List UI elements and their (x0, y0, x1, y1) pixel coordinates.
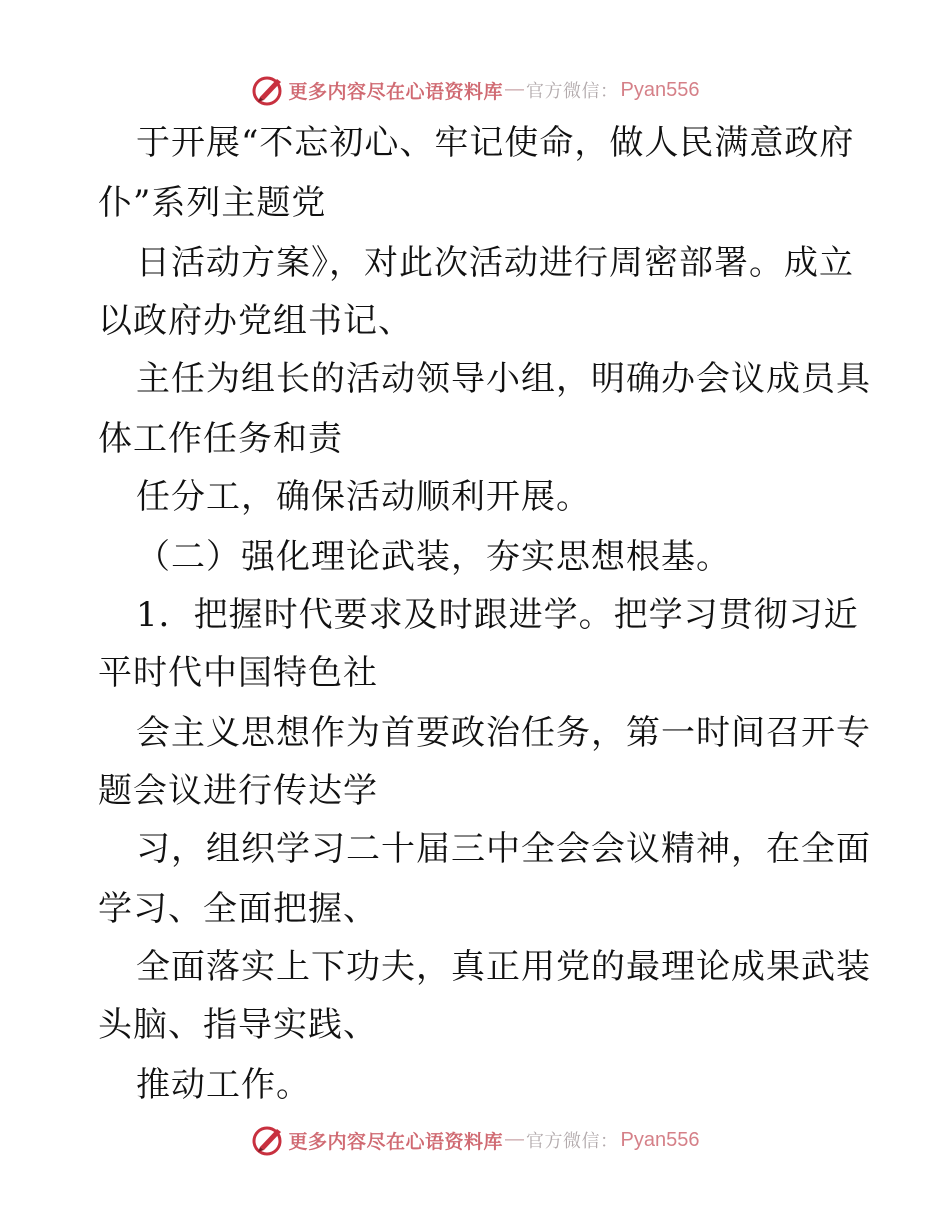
body-line: 任分工，确保活动顺利开展。 (136, 477, 591, 517)
body-line: 体工作任务和责 (98, 419, 343, 459)
body-line: 题会议进行传达学 (98, 771, 378, 811)
watermark-group (251, 1123, 700, 1157)
body-line: 会主义思想作为首要政治任务，第一时间召开专 (136, 713, 871, 753)
body-line: 学习、全面把握、 (98, 889, 378, 929)
body-line: 日活动方案》，对此次活动进行周密部署。成立 (136, 243, 854, 283)
body-line: 推动工作。 (136, 1065, 311, 1105)
watermark-separator: — (505, 79, 525, 100)
watermark-separator: — (505, 1129, 525, 1150)
body-line: 主任为组长的活动领导小组，明确办会议成员具 (136, 359, 871, 399)
header-watermark (0, 70, 950, 110)
watermark-wechat-id: Pyan556 (620, 1128, 700, 1151)
watermark-group (251, 73, 700, 107)
body-line: 于开展“不忘初心、牢记使命，做人民满意政府 (136, 123, 855, 163)
watermark-text: 更多内容尽在心语资料库 (288, 80, 504, 103)
body-line: 头脑、指导实践、 (98, 1005, 378, 1045)
body-line: 以政府办党组书记、 (98, 301, 413, 341)
watermark-wechat-label: 官方微信： (526, 1131, 619, 1152)
pen-logo-icon (251, 73, 285, 107)
pen-logo-icon (251, 1123, 285, 1157)
body-line: 1．把握时代要求及时跟进学。把学习贯彻习近 (136, 595, 859, 635)
body-line: 仆”系列主题党 (98, 183, 327, 223)
body-line: 全面落实上下功夫，真正用党的最理论成果武装 (136, 947, 871, 987)
watermark-wechat-label: 官方微信： (526, 81, 619, 102)
body-line: 平时代中国特色社 (98, 653, 378, 693)
watermark-wechat-id: Pyan556 (620, 78, 700, 101)
footer-watermark (0, 1120, 950, 1160)
body-line: （二）强化理论武装，夯实思想根基。 (136, 537, 731, 577)
watermark-text: 更多内容尽在心语资料库 (288, 1130, 504, 1153)
body-line: 习，组织学习二十届三中全会会议精神，在全面 (136, 829, 871, 869)
